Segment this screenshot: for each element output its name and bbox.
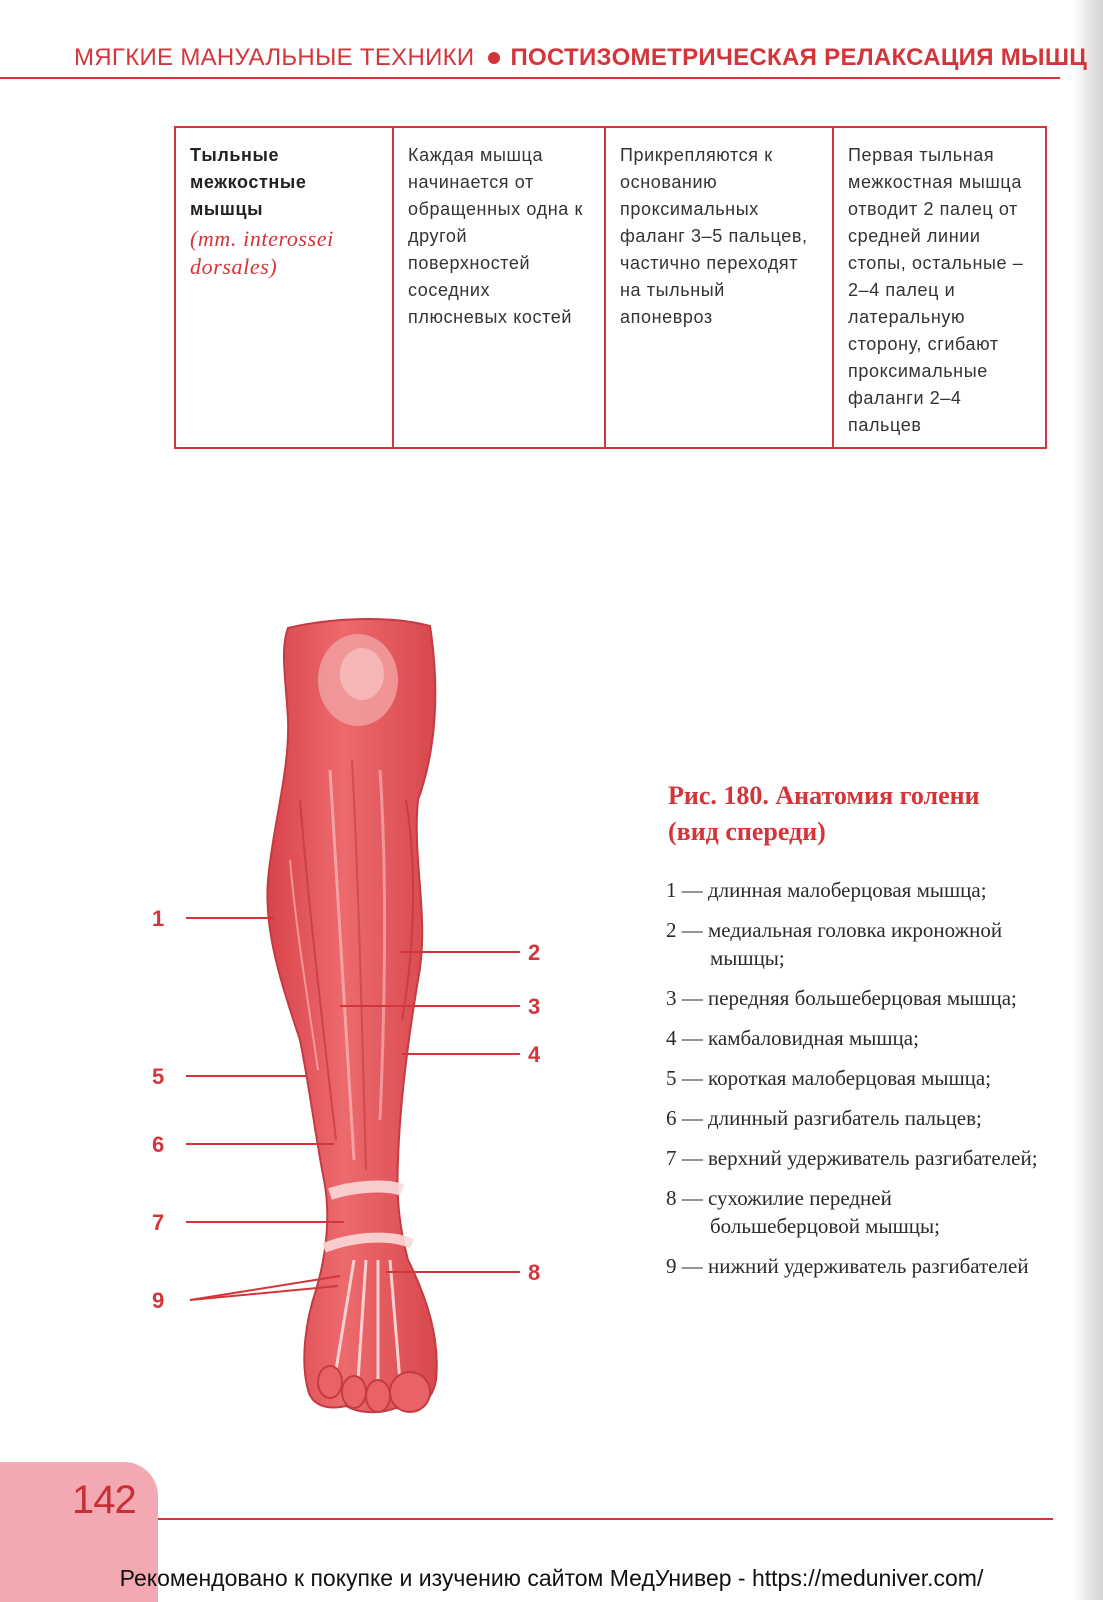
callout-4: 4 <box>528 1042 541 1067</box>
muscle-name-cell <box>175 127 393 448</box>
muscle-name: Тыльные межкостные мышцы <box>190 145 307 219</box>
muscle-table <box>174 126 1047 449</box>
legend-item: 4 — камбаловидная мышца; <box>666 1026 919 1050</box>
callout-5: 5 <box>152 1064 165 1089</box>
insertion-cell: Прикрепляются к основанию проксимальных фаланг 3–5 пальцев, частично переходят на тыльный апоневроз <box>605 127 833 448</box>
muscle-latin-name: (mm. interossei dorsales) <box>190 226 334 279</box>
page-edge-shadow <box>1073 0 1103 1600</box>
legend-item: 1 — длинная малоберцовая мышца; <box>666 878 987 902</box>
header-chapter-title: ПОСТИЗОМЕТРИЧЕСКАЯ РЕЛАКСАЦИЯ МЫШЦ <box>510 44 1088 71</box>
legend-item: 5 — короткая малоберцовая мышца; <box>666 1066 992 1090</box>
figure-legend <box>666 876 1046 1292</box>
page-number: 142 <box>72 1478 136 1522</box>
header-bullet <box>488 52 500 64</box>
leg-drawing <box>267 619 436 1412</box>
callout-9: 9 <box>152 1288 165 1313</box>
legend-item: 7 — верхний удерживатель разгибателей; <box>666 1146 1038 1170</box>
callout-3: 3 <box>528 994 541 1019</box>
legend-item: 2 — медиальная головка икроножной мышцы; <box>666 918 1003 970</box>
legend-item: 6 — длинный разгибатель пальцев; <box>666 1106 982 1130</box>
running-header <box>74 44 1088 72</box>
header-section-title: МЯГКИЕ МАНУАЛЬНЫЕ ТЕХНИКИ <box>74 44 475 71</box>
footer-rule <box>158 1518 1053 1520</box>
legend-item: 8 — сухожилие передней большеберцовой мышцы; <box>666 1186 940 1238</box>
table-row <box>175 127 1046 448</box>
callout-7: 7 <box>152 1210 165 1235</box>
figure-caption: Рис. 180. Анатомия голени (вид спереди) <box>668 781 980 846</box>
callout-1: 1 <box>152 906 165 931</box>
function-cell: Первая тыльная межкостная мышца отводит 2 палец от средней линии стопы, остальные – 2–4 палец и латеральную сторону, сгибают проксимальные фаланги 2–4 пальцев <box>833 127 1046 448</box>
callout-2: 2 <box>528 940 541 965</box>
watermark-link-text: Рекомендовано к покупке и изучению сайтом МедУнивер - https://meduniver.com/ <box>119 1565 984 1591</box>
leg-anatomy-illustration <box>140 600 580 1450</box>
origin-cell: Каждая мышца начинается от обращенных одна к другой поверхностей соседних плюсневых костей <box>393 127 605 448</box>
legend-item: 9 — нижний удерживатель разгибателей <box>666 1254 1029 1278</box>
callout-8: 8 <box>528 1260 541 1285</box>
legend-item: 3 — передняя большеберцовая мышца; <box>666 986 1017 1010</box>
callout-6: 6 <box>152 1132 165 1157</box>
header-rule <box>0 77 1060 79</box>
